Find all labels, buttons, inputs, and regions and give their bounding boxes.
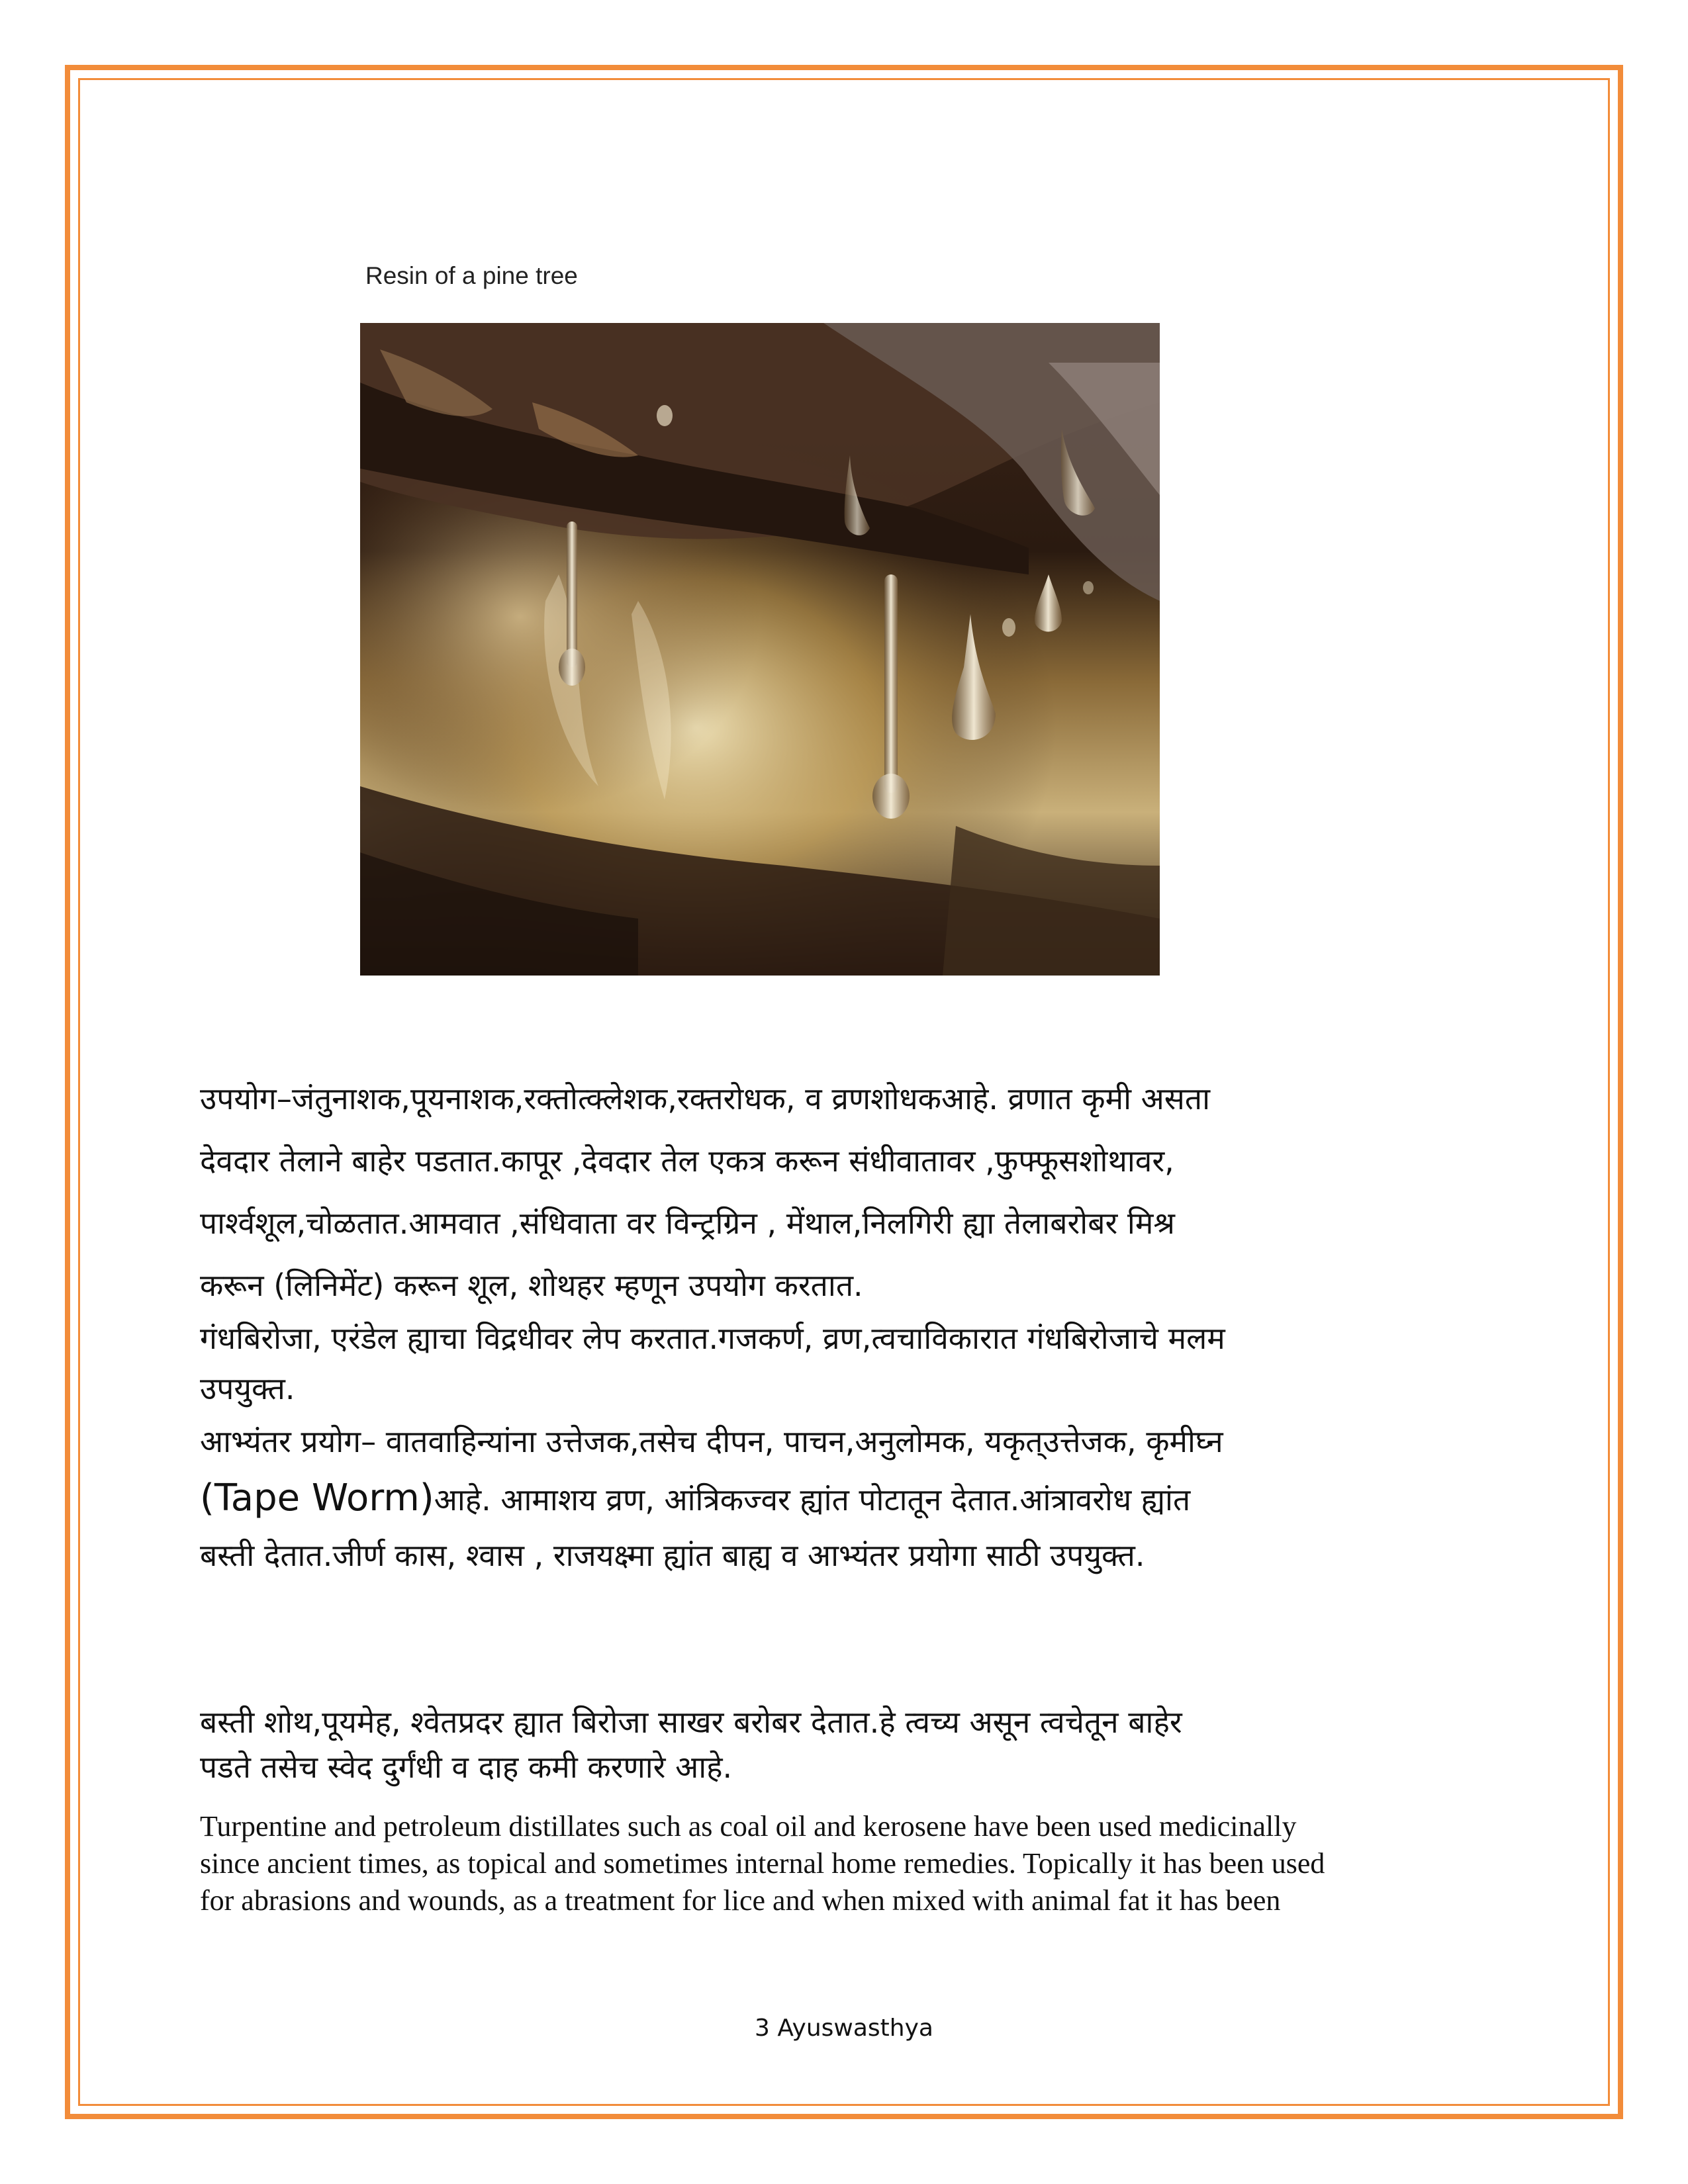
pine-resin-droplets-photo (360, 323, 1160, 976)
text-line: since ancient times, as topical and sometimes internal home remedies. Topically it has been used (200, 1847, 1325, 1880)
text-line: देवदार तेलाने बाहेर पडतात.कापूर ,देवदार तेल एकत्र करून संधीवातावर ,फुफ्फूसशोथावर, (200, 1143, 1174, 1179)
pine-resin-photo (360, 323, 1160, 976)
text-line: गंधबिरोजा, एरंडेल ह्याचा विद्रधीवर लेप करतात.गजकर्ण, व्रण,त्वचाविकारात गंधबिरोजाचे मलम (200, 1320, 1225, 1356)
page-footer: 3 Ayuswasthya (755, 2015, 933, 2042)
text-line: आभ्यंतर प्रयोग– वातवाहिन्यांना उत्तेजक,तसेच दीपन, पाचन,अनुलोमक, यकृत्उत्तेजक, कृमीघ्न (200, 1424, 1223, 1459)
marathi-paragraph-2 (200, 1701, 1491, 1788)
text-line-continuation: आहे. आमाशय व्रण, आंत्रिकज्वर ह्यांत पोटातून देतात.आंत्रावरोध ह्यांत (434, 1482, 1191, 1518)
text-line: पडते तसेच स्वेद दुर्गंधी व दाह कमी करणारे आहे. (200, 1749, 733, 1785)
image-caption: Resin of a pine tree (365, 262, 578, 289)
marathi-paragraph-1 (200, 1077, 1491, 1576)
text-line: बस्ती शोथ,पूयमेह, श्वेतप्रदर ह्यात बिरोजा साखर बरोबर देतात.हे त्वच्य असून त्वचेतून बाहेर (200, 1704, 1182, 1740)
text-line-tape-worm (200, 1477, 1491, 1521)
text-line: करून (लिनिमेंट) करून शूल, शोथहर म्हणून उपयोग करतात. (200, 1267, 863, 1303)
text-line: उपयोग–जंतुनाशक,पूयनाशक,रक्तोत्क्लेशक,रक्तरोधक, व व्रणशोधकआहे. व्रणात कृमी असता (200, 1081, 1210, 1116)
english-paragraph (200, 1808, 1497, 1919)
text-line: Turpentine and petroleum distillates such as coal oil and kerosene have been used medicinally (200, 1810, 1297, 1843)
text-line: उपयुक्त. (200, 1371, 295, 1406)
text-line: बस्ती देतात.जीर्ण कास, श्वास , राजयक्ष्मा ह्यांत बाह्य व आभ्यंतर प्रयोगा साठी उपयुक्त. (200, 1537, 1145, 1573)
text-line: for abrasions and wounds, as a treatment for lice and when mixed with animal fat it has been (200, 1884, 1281, 1917)
text-line: पार्श्वशूल,चोळतात.आमवात ,संधिवाता वर विन्ट्रग्रिन , मेंथाल,निलगिरी ह्या तेलाबरोबर मिश्र (200, 1205, 1175, 1241)
tape-worm-term: (Tape Worm) (200, 1477, 434, 1520)
